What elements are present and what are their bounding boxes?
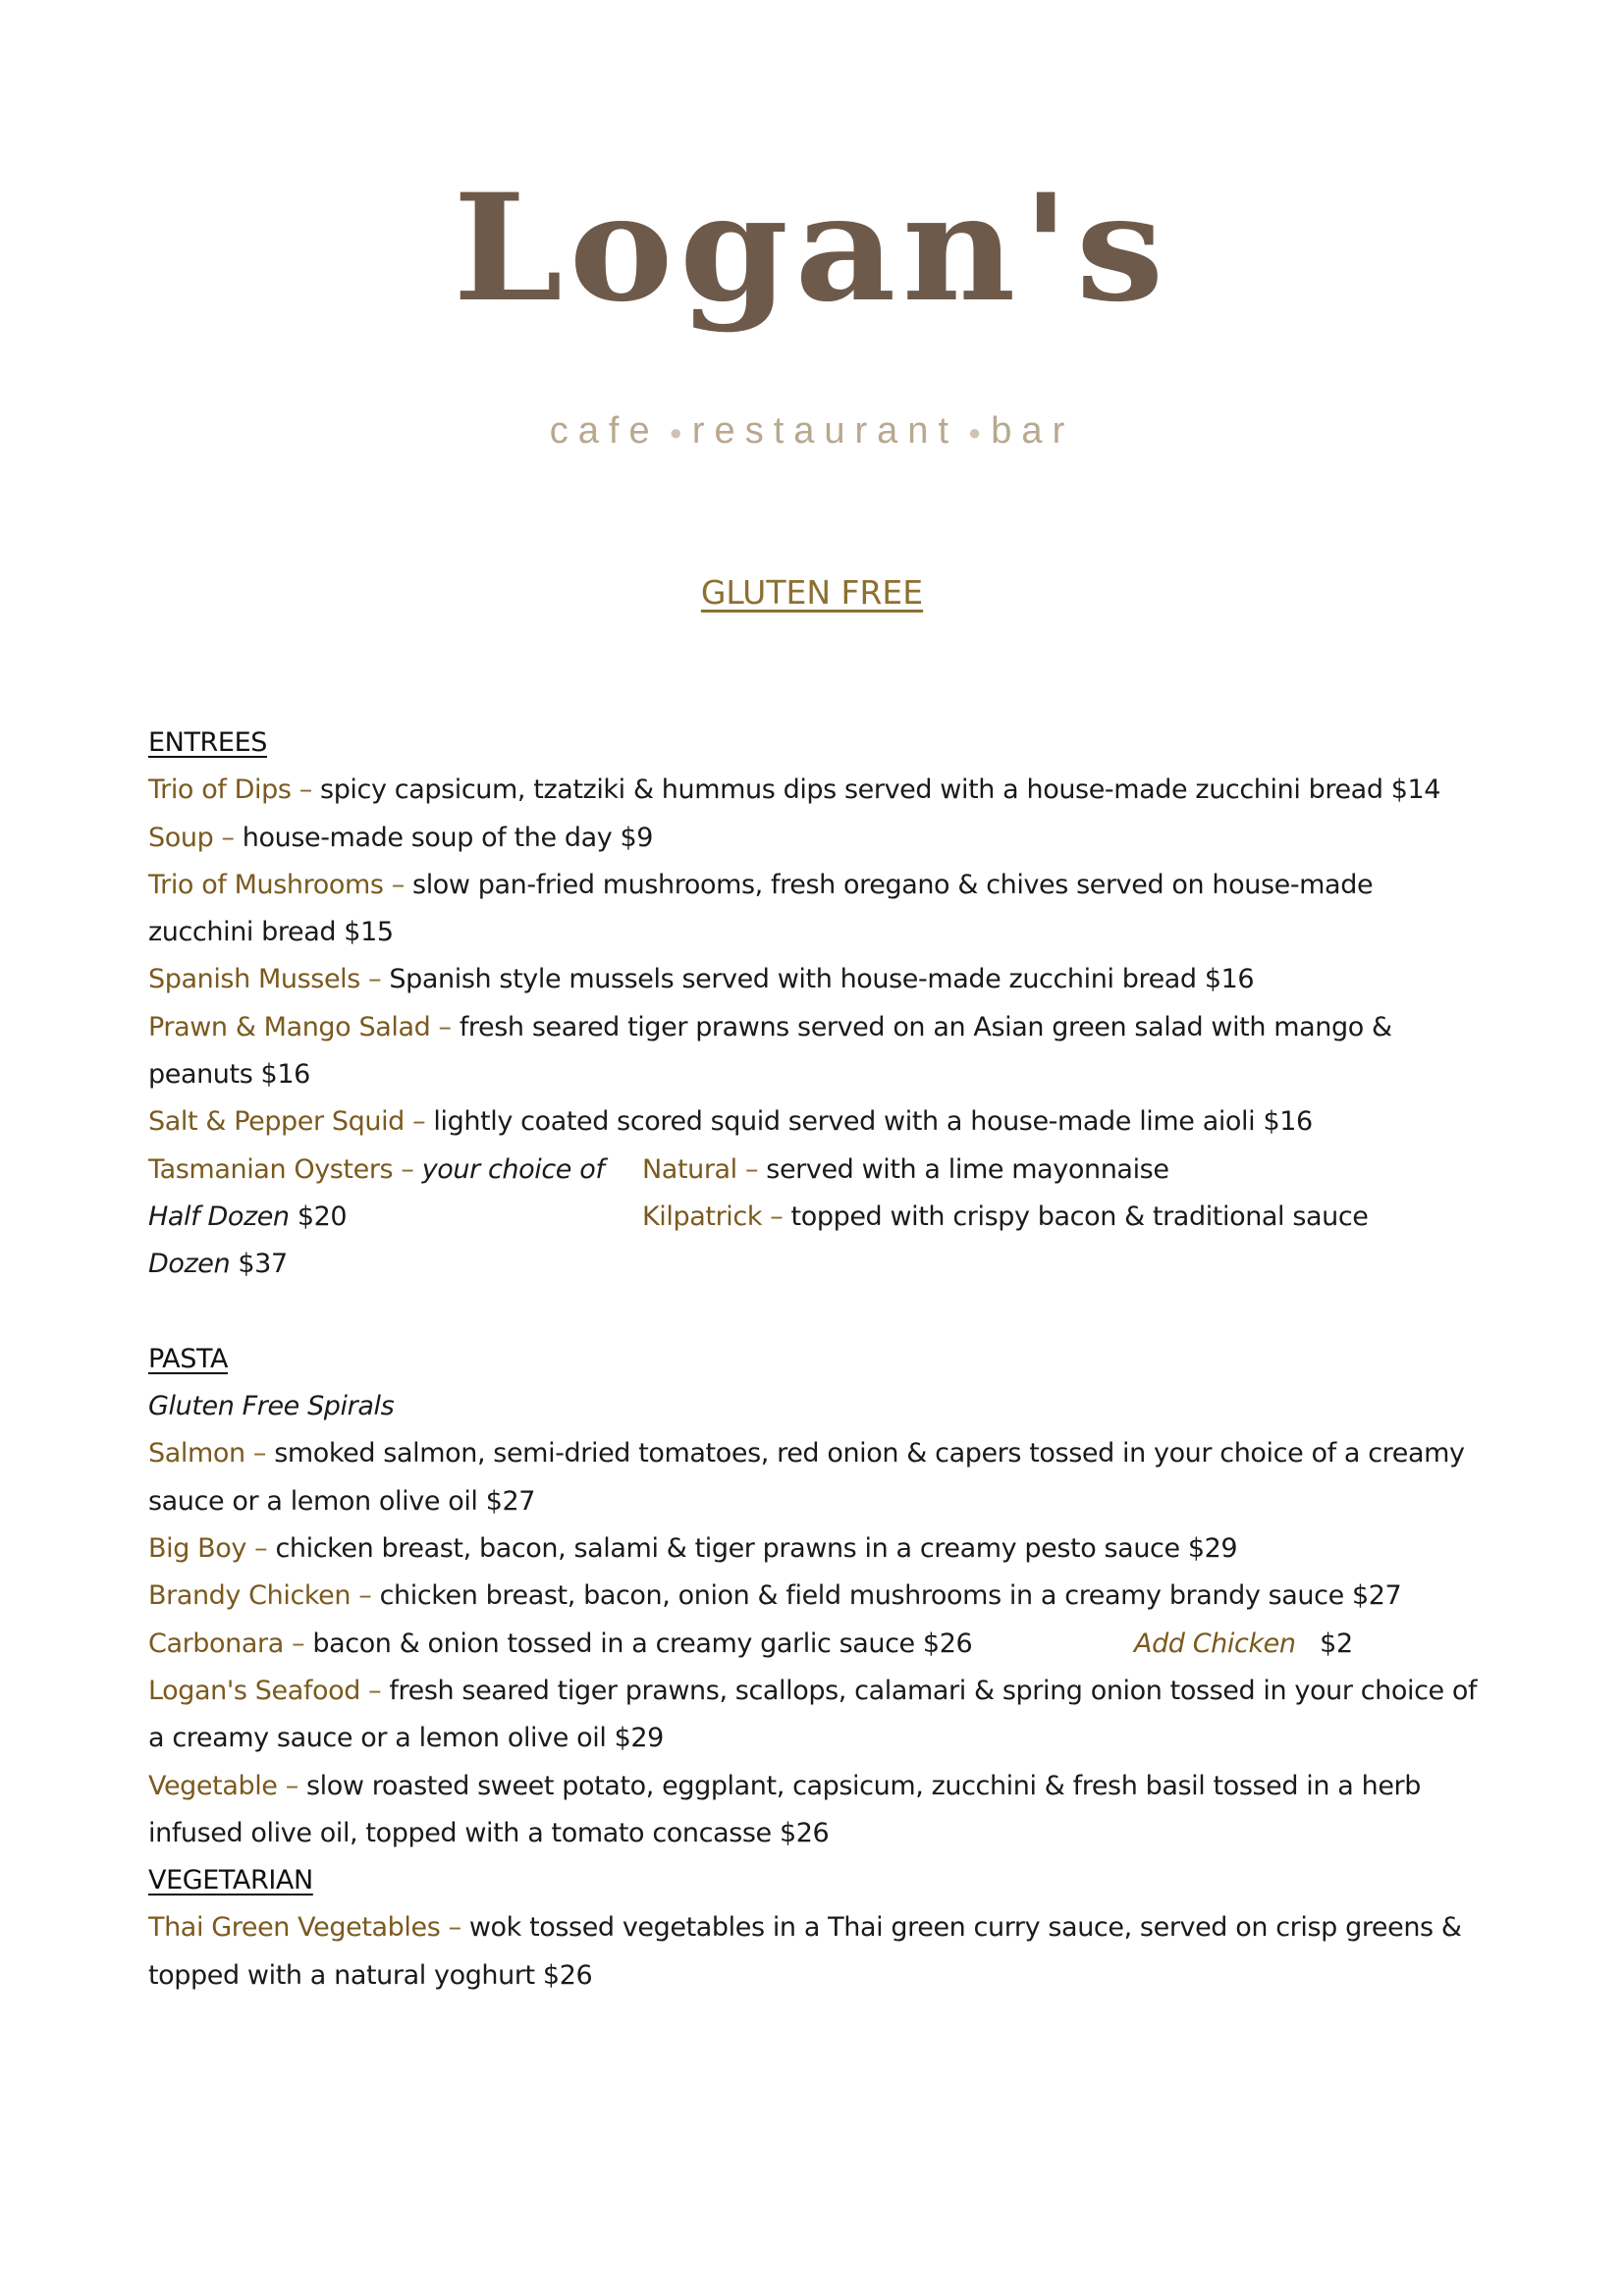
separator: –	[391, 869, 405, 900]
dish-name: Salt & Pepper Squid	[148, 1106, 405, 1138]
dish-name: Trio of Mushrooms	[148, 869, 384, 900]
addon-label: Add Chicken	[1134, 1628, 1296, 1659]
dish-description: spicy capsicum, tzatziki & hummus dips served with a house-made zucchini bread $14	[320, 774, 1441, 806]
separator: –	[368, 964, 382, 995]
dish-name: Prawn & Mango Salad	[148, 1011, 431, 1042]
carbonara-addon	[1134, 1621, 1353, 1668]
tagline-cafe: cafe	[549, 410, 660, 452]
section-heading-entrees	[148, 720, 1484, 767]
dish-name: Natural	[642, 1153, 737, 1185]
oysters-dozen-price: $37	[238, 1249, 288, 1280]
oysters-dozen-row	[148, 1241, 1484, 1288]
separator: –	[254, 1533, 268, 1565]
dish-name: Tasmanian Oysters	[148, 1153, 394, 1185]
vegetarian-heading: VEGETARIAN	[148, 1865, 313, 1896]
pasta-heading: PASTA	[148, 1343, 229, 1374]
dish-name: Vegetable	[148, 1770, 278, 1801]
separator: –	[438, 1011, 452, 1042]
tagline-restaurant: restaurant	[691, 410, 958, 452]
dish-name: Carbonara	[148, 1628, 284, 1659]
pasta-subheading	[148, 1383, 1484, 1430]
separator: –	[744, 1153, 759, 1185]
menu-content	[148, 720, 1484, 2000]
menu-item-prawn-mango-salad-cont	[148, 1051, 1484, 1098]
dish-description: Spanish style mussels served with house-made zucchini bread $16	[389, 964, 1255, 995]
separator: –	[448, 1912, 461, 1944]
separator: –	[285, 1770, 298, 1801]
logo-wordmark: Logan's	[453, 162, 1171, 335]
dish-description: wok tossed vegetables in a Thai green curry sauce, served on crisp greens &	[468, 1912, 1462, 1944]
dish-description: lightly coated scored squid served with a house-made lime aioli $16	[433, 1106, 1313, 1138]
dish-description: smoked salmon, semi-dried tomatoes, red onion & capers tossed in your choice of a creamy	[274, 1438, 1465, 1469]
pasta-subheading-text: Gluten Free Spirals	[148, 1391, 395, 1422]
menu-item-carbonara	[148, 1621, 1484, 1668]
menu-item-prawn-mango-salad	[148, 1004, 1484, 1051]
dish-description-cont: zucchini bread $15	[148, 917, 394, 948]
dish-description: fresh seared tiger prawns served on an Asian green salad with mango &	[459, 1011, 1392, 1042]
dish-description-cont: a creamy sauce or a lemon olive oil $29	[148, 1723, 664, 1754]
section-heading-pasta	[148, 1336, 1484, 1383]
oysters-half-dozen-price: $20	[297, 1201, 348, 1232]
dish-description: bacon & onion tossed in a creamy garlic sauce $26	[312, 1628, 973, 1659]
menu-item-vegetable	[148, 1763, 1484, 1810]
oysters-natural	[642, 1147, 1169, 1194]
dish-description: topped with crispy bacon & traditional sauce	[790, 1201, 1369, 1232]
separator: –	[358, 1580, 372, 1612]
oysters-choice-label: your choice of	[421, 1153, 605, 1185]
menu-item-brandy-chicken	[148, 1573, 1484, 1620]
dish-description: chicken breast, bacon, onion & field mushrooms in a creamy brandy sauce $27	[379, 1580, 1402, 1612]
oysters-dozen-label: Dozen	[148, 1249, 231, 1280]
dish-name: Big Boy	[148, 1533, 246, 1565]
dish-description-cont: peanuts $16	[148, 1059, 310, 1091]
menu-item-soup	[148, 815, 1484, 862]
separator: –	[252, 1438, 267, 1469]
dish-name: Spanish Mussels	[148, 964, 360, 995]
menu-item-salt-pepper-squid	[148, 1098, 1484, 1146]
dish-name: Logan's Seafood	[148, 1675, 360, 1706]
addon-price: $2	[1320, 1628, 1353, 1659]
dish-description-cont: infused olive oil, topped with a tomato concasse $26	[148, 1817, 830, 1848]
menu-item-trio-mushrooms-cont	[148, 909, 1484, 956]
menu-item-thai-green-vegetables	[148, 1904, 1484, 1951]
menu-item-tasmanian-oysters	[148, 1147, 1484, 1194]
entrees-heading: ENTREES	[148, 727, 267, 758]
tagline-dot: ●	[968, 419, 982, 445]
dish-description: slow roasted sweet potato, eggplant, capsicum, zucchini & fresh basil tossed in a herb	[306, 1770, 1421, 1801]
menu-title	[0, 573, 1624, 612]
dish-name: Trio of Dips	[148, 774, 292, 806]
dish-description: served with a lime mayonnaise	[766, 1153, 1169, 1185]
menu-item-thai-green-vegetables-cont	[148, 1952, 1484, 2000]
menu-item-big-boy	[148, 1525, 1484, 1573]
menu-item-salmon	[148, 1430, 1484, 1477]
tagline	[0, 410, 1624, 453]
oysters-kilpatrick	[642, 1194, 1369, 1241]
separator: –	[221, 822, 235, 853]
separator: –	[401, 1153, 414, 1185]
menu-item-logans-seafood-cont	[148, 1715, 1484, 1762]
menu-item-spanish-mussels	[148, 956, 1484, 1003]
separator: –	[298, 774, 312, 806]
dish-name: Brandy Chicken	[148, 1580, 352, 1612]
separator: –	[368, 1675, 382, 1706]
separator: –	[292, 1628, 305, 1659]
tagline-dot: ●	[669, 419, 682, 445]
dish-description: slow pan-fried mushrooms, fresh oregano & chives served on house-made	[412, 869, 1374, 900]
menu-item-logans-seafood	[148, 1668, 1484, 1715]
dish-name: Kilpatrick	[642, 1201, 763, 1232]
menu-item-trio-dips	[148, 767, 1484, 814]
oysters-half-dozen-label: Half Dozen	[148, 1201, 290, 1232]
separator: –	[770, 1201, 784, 1232]
logo	[0, 162, 1624, 335]
dish-description: fresh seared tiger prawns, scallops, calamari & spring onion tossed in your choice of	[389, 1675, 1478, 1706]
dish-description-cont: sauce or a lemon olive oil $27	[148, 1485, 536, 1517]
dish-description: house-made soup of the day $9	[242, 822, 654, 853]
dish-description: chicken breast, bacon, salami & tiger prawns in a creamy pesto sauce $29	[275, 1533, 1238, 1565]
dish-name: Thai Green Vegetables	[148, 1912, 441, 1944]
dish-description-cont: topped with a natural yoghurt $26	[148, 1959, 593, 1991]
section-spacer	[148, 1289, 1484, 1336]
menu-item-vegetable-cont	[148, 1810, 1484, 1857]
menu-title-text: GLUTEN FREE	[700, 573, 924, 612]
tagline-bar: bar	[991, 410, 1075, 452]
dish-name: Soup	[148, 822, 214, 853]
dish-name: Salmon	[148, 1438, 245, 1469]
oysters-half-dozen-row	[148, 1194, 1484, 1241]
menu-item-salmon-cont	[148, 1478, 1484, 1525]
separator: –	[412, 1106, 426, 1138]
section-heading-vegetarian	[148, 1857, 1484, 1904]
menu-item-trio-mushrooms	[148, 862, 1484, 909]
